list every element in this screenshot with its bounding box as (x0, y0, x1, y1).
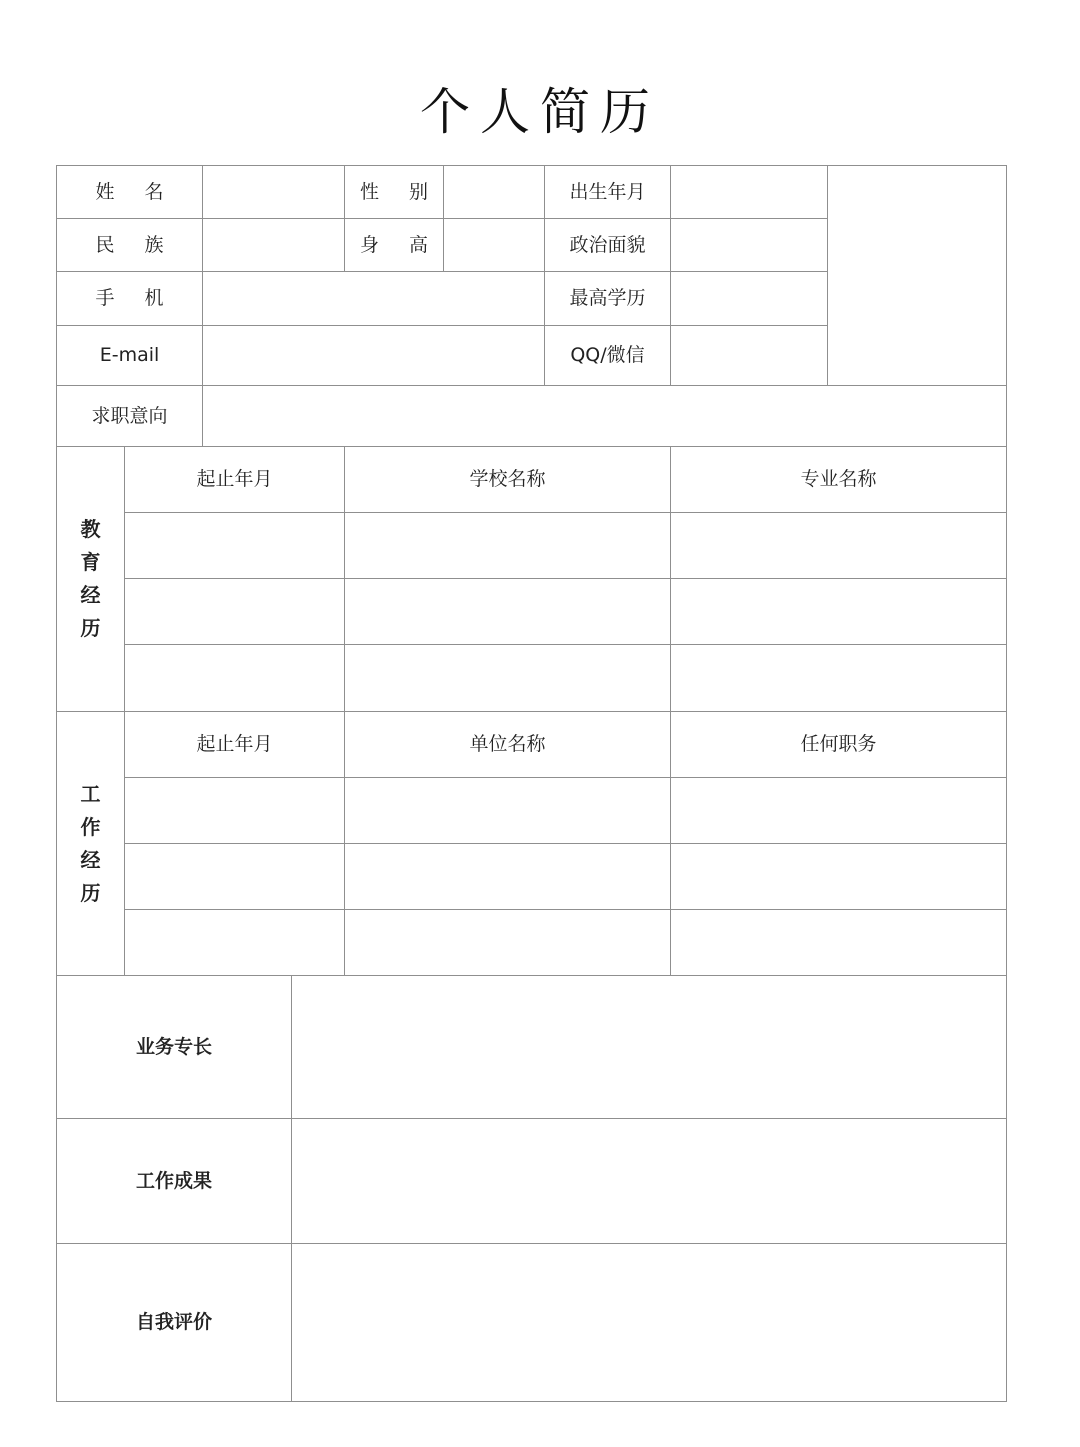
work-section-char: 工 (80, 781, 101, 806)
political-value-field[interactable] (670, 218, 828, 272)
achievements-label: 工作成果 (56, 1118, 292, 1244)
education-row-3-school[interactable] (344, 644, 671, 712)
name-label: 姓 名 (56, 165, 203, 219)
work-row-1-company[interactable] (344, 777, 671, 844)
education-row-2-period[interactable] (124, 578, 345, 645)
ethnicity-label: 民 族 (56, 218, 203, 272)
job-intent-value-field[interactable] (202, 385, 1007, 447)
work-section-label (56, 711, 125, 976)
work-row-1-position[interactable] (670, 777, 1007, 844)
work-row-2-period[interactable] (124, 843, 345, 910)
political-label: 政治面貌 (544, 218, 671, 272)
self-eval-label: 自我评价 (56, 1243, 292, 1402)
page-title: 个人简历 (420, 83, 660, 141)
education-section-char: 育 (80, 550, 101, 574)
work-section-char: 历 (80, 880, 101, 905)
gender-label: 性 别 (344, 165, 444, 219)
ethnicity-value-field[interactable] (202, 218, 345, 272)
job-intent-label: 求职意向 (56, 385, 203, 447)
skills-label: 业务专长 (56, 975, 292, 1119)
education-level-value-field[interactable] (670, 271, 828, 326)
work-row-1-period[interactable] (124, 777, 345, 844)
education-row-2-major[interactable] (670, 578, 1007, 645)
work-row-3-period[interactable] (124, 909, 345, 976)
phone-value-field[interactable] (202, 271, 545, 326)
education-row-2-school[interactable] (344, 578, 671, 645)
work-row-3-company[interactable] (344, 909, 671, 976)
birth-value-field[interactable] (670, 165, 828, 219)
education-row-1-major[interactable] (670, 512, 1007, 579)
work-row-2-position[interactable] (670, 843, 1007, 910)
education-level-label: 最高学历 (544, 271, 671, 326)
birth-label: 出生年月 (544, 165, 671, 219)
self-eval-value-field[interactable] (291, 1243, 1007, 1402)
work-header-period: 起止年月 (124, 711, 345, 778)
education-header-period: 起止年月 (124, 446, 345, 513)
skills-value-field[interactable] (291, 975, 1007, 1119)
education-section-label (56, 446, 125, 712)
email-label: E-mail (56, 325, 203, 386)
education-row-3-major[interactable] (670, 644, 1007, 712)
name-value-field[interactable] (202, 165, 345, 219)
education-row-1-period[interactable] (124, 512, 345, 579)
photo-area[interactable] (827, 165, 1007, 386)
work-section-char: 经 (80, 847, 101, 872)
qq-wechat-label: QQ/微信 (544, 325, 671, 386)
achievements-value-field[interactable] (291, 1118, 1007, 1244)
work-section-char: 作 (80, 814, 101, 839)
work-row-2-company[interactable] (344, 843, 671, 910)
education-section-char: 教 (80, 517, 101, 541)
gender-value-field[interactable] (443, 165, 545, 219)
education-section-char: 历 (80, 616, 101, 640)
education-header-major: 专业名称 (670, 446, 1007, 513)
education-section-char: 经 (80, 583, 101, 607)
work-header-company: 单位名称 (344, 711, 671, 778)
education-row-3-period[interactable] (124, 644, 345, 712)
education-header-school: 学校名称 (344, 446, 671, 513)
qq-wechat-value-field[interactable] (670, 325, 828, 386)
work-row-3-position[interactable] (670, 909, 1007, 976)
height-label: 身 高 (344, 218, 444, 272)
work-header-position: 任何职务 (670, 711, 1007, 778)
email-value-field[interactable] (202, 325, 545, 386)
education-row-1-school[interactable] (344, 512, 671, 579)
phone-label: 手 机 (56, 271, 203, 326)
height-value-field[interactable] (443, 218, 545, 272)
